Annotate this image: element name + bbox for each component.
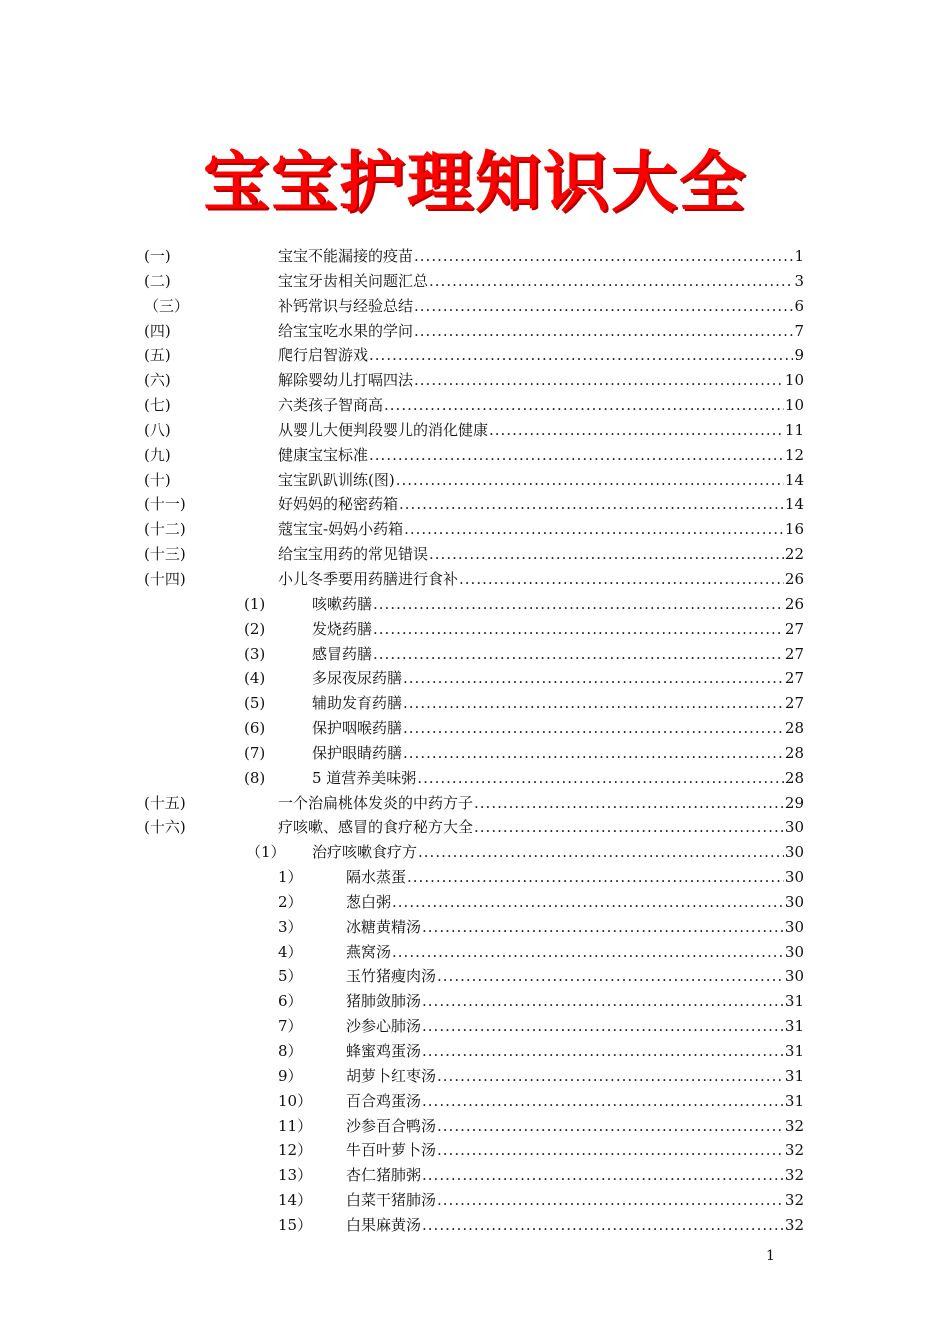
toc-entry-page: 30	[784, 818, 804, 837]
toc-entry-number: 15）	[278, 1215, 313, 1234]
dot-leader	[429, 269, 793, 294]
toc-entry-label: 治疗咳嗽食疗方	[312, 843, 418, 862]
toc-entry-number: 2）	[278, 892, 303, 911]
toc-entry-number: (八)	[144, 420, 171, 439]
toc-entry-number: 12）	[278, 1141, 313, 1160]
toc-entry[interactable]	[0, 492, 950, 517]
toc-entry-number: 1）	[278, 868, 303, 887]
toc-entry-link[interactable]	[312, 666, 804, 691]
toc-entry-link[interactable]	[346, 1089, 804, 1114]
toc-entry[interactable]	[0, 1014, 950, 1039]
toc-entry-page: 30	[784, 917, 804, 936]
toc-entry-number: (九)	[144, 445, 171, 464]
toc-entry-link[interactable]	[278, 468, 804, 493]
toc-entry-number: (二)	[144, 271, 171, 290]
toc-entry-label: 发烧药膳	[312, 619, 373, 638]
toc-entry[interactable]	[0, 443, 950, 468]
toc-entry-link[interactable]	[278, 368, 804, 393]
dot-leader	[422, 1014, 784, 1039]
toc-entry[interactable]	[0, 1114, 950, 1139]
toc-entry-label: 猪肺敛肺汤	[346, 992, 422, 1011]
toc-entry-page: 29	[784, 793, 804, 812]
toc-entry[interactable]	[0, 865, 950, 890]
toc-entry-label: 燕窝汤	[346, 942, 392, 961]
toc-entry-link[interactable]	[346, 915, 804, 940]
toc-entry-number: 14）	[278, 1191, 313, 1210]
toc-entry-number: (2)	[244, 619, 266, 638]
toc-entry-label: 胡萝卜红枣汤	[346, 1066, 437, 1085]
toc-entry-link[interactable]	[278, 542, 804, 567]
toc-entry-number: 3）	[278, 917, 303, 936]
toc-entry[interactable]	[0, 319, 950, 344]
toc-entry-number: 11）	[278, 1116, 313, 1135]
toc-entry-label: 沙参百合鸭汤	[346, 1116, 437, 1135]
toc-entry-page: 31	[784, 1042, 804, 1060]
toc-entry[interactable]	[0, 269, 950, 294]
toc-entry[interactable]	[0, 343, 950, 368]
toc-entry[interactable]	[0, 766, 950, 791]
toc-entry-label: 咳嗽药膳	[312, 594, 373, 613]
toc-entry-label: 白果麻黄汤	[346, 1215, 422, 1234]
dot-leader	[474, 791, 784, 816]
toc-entry-number: (五)	[144, 346, 171, 365]
toc-entry-number: (6)	[244, 719, 266, 738]
toc-entry-link[interactable]	[278, 393, 804, 418]
dot-leader	[437, 1064, 784, 1089]
dot-leader	[437, 1188, 784, 1213]
toc-entry-number: (六)	[144, 371, 171, 390]
toc-entry-page: 30	[784, 942, 804, 961]
toc-entry-page: 12	[784, 445, 804, 464]
toc-entry[interactable]	[0, 1064, 950, 1089]
toc-entry[interactable]	[0, 517, 950, 542]
toc-entry[interactable]	[0, 964, 950, 989]
toc-entry-page: 31	[784, 992, 804, 1011]
toc-entry-number: (3)	[244, 644, 266, 663]
toc-entry-number: （三）	[144, 296, 190, 315]
dot-leader	[422, 1039, 784, 1064]
toc-entry-page: 32	[784, 1215, 804, 1234]
dot-leader	[422, 989, 784, 1014]
toc-entry-page: 31	[784, 1066, 804, 1085]
toc-entry-label: 沙参心肺汤	[346, 1017, 422, 1036]
toc-entry-page: 9	[794, 346, 804, 365]
toc-entry-link[interactable]	[312, 766, 804, 791]
toc-entry-label: 感冒药膳	[312, 644, 373, 663]
toc-entry-number: (十五)	[144, 793, 186, 812]
toc-entry-link[interactable]	[278, 244, 804, 269]
toc-entry-label: 葱白粥	[346, 892, 392, 911]
document-title: 宝宝护理知识大全	[203, 144, 747, 221]
toc-entry-page: 32	[784, 1116, 804, 1135]
toc-entry[interactable]	[0, 840, 950, 865]
dot-leader	[422, 915, 784, 940]
toc-entry[interactable]	[0, 1039, 950, 1064]
toc-entry-link[interactable]	[346, 865, 804, 890]
toc-entry[interactable]	[0, 368, 950, 393]
toc-entry-link[interactable]	[346, 1188, 804, 1213]
dot-leader	[429, 542, 784, 567]
toc-entry-number: (4)	[244, 669, 266, 688]
dot-leader	[407, 865, 784, 890]
toc-entry-label: 牛百叶萝卜汤	[346, 1141, 437, 1160]
toc-entry-number: (5)	[244, 694, 266, 713]
toc-entry-link[interactable]	[346, 989, 804, 1014]
toc-entry-number: (十六)	[144, 818, 186, 837]
dot-leader	[414, 294, 793, 319]
toc-entry-link[interactable]	[278, 294, 804, 319]
toc-entry-number: (十)	[144, 470, 171, 489]
dot-leader	[418, 840, 784, 865]
toc-entry-page: 26	[784, 594, 804, 613]
toc-entry-number: (十一)	[144, 495, 186, 514]
toc-entry-page: 32	[784, 1191, 804, 1210]
toc-entry-link[interactable]	[312, 642, 804, 667]
toc-entry-link[interactable]	[312, 592, 804, 617]
toc-entry-link[interactable]	[346, 1114, 804, 1139]
dot-leader	[392, 940, 784, 965]
toc-entry-page: 26	[784, 569, 804, 588]
toc-entry-label: 解除婴幼儿打嗝四法	[278, 371, 414, 390]
toc-entry-link[interactable]	[278, 517, 804, 542]
dot-leader	[422, 1213, 784, 1238]
toc-entry[interactable]	[0, 940, 950, 965]
toc-entry-link[interactable]	[346, 1138, 804, 1163]
toc-entry-number: (1)	[244, 594, 266, 613]
toc-entry[interactable]	[0, 567, 950, 592]
toc-entry[interactable]	[0, 1188, 950, 1213]
toc-entry-label: 宝宝牙齿相关问题汇总	[278, 271, 429, 290]
toc-entry-label: 补钙常识与经验总结	[278, 296, 414, 315]
toc-entry-label: 好妈妈的秘密药箱	[278, 495, 399, 514]
toc-entry-page: 27	[784, 644, 804, 663]
dot-leader	[403, 716, 784, 741]
page-number: 1	[766, 1248, 775, 1264]
toc-entry-page: 27	[784, 694, 804, 713]
toc-entry-label: 健康宝宝标准	[278, 445, 369, 464]
dot-leader	[396, 468, 784, 493]
toc-entry-number: 7）	[278, 1017, 303, 1036]
toc-entry-label: 一个治扁桃体发炎的中药方子	[278, 793, 474, 812]
toc-entry-label: 冰糖黄精汤	[346, 917, 422, 936]
toc-entry-link[interactable]	[346, 1163, 804, 1188]
dot-leader	[403, 691, 784, 716]
toc-entry-label: 蔻宝宝-妈妈小药箱	[278, 520, 404, 539]
dot-leader	[417, 766, 784, 791]
dot-leader	[414, 368, 784, 393]
toc-entry-label: 宝宝趴趴训练(图)	[278, 470, 395, 489]
toc-entry-page: 30	[784, 868, 804, 887]
dot-leader	[489, 418, 784, 443]
toc-entry-number: 13）	[278, 1166, 313, 1185]
toc-entry[interactable]	[0, 393, 950, 418]
toc-entry[interactable]	[0, 1213, 950, 1238]
toc-entry-link[interactable]	[278, 343, 804, 368]
toc-entry-label: 百合鸡蛋汤	[346, 1091, 422, 1110]
toc-entry[interactable]	[0, 592, 950, 617]
toc-entry-link[interactable]	[312, 691, 804, 716]
dot-leader	[369, 343, 793, 368]
toc-entry-number: (十四)	[144, 569, 186, 588]
table-of-contents	[0, 244, 950, 1238]
toc-entry-page: 3	[794, 271, 804, 290]
dot-leader	[399, 492, 784, 517]
toc-entry-page: 22	[784, 545, 804, 564]
toc-entry-label: 宝宝不能漏接的疫苗	[278, 247, 414, 265]
toc-entry-link[interactable]	[278, 443, 804, 468]
toc-entry-label: 爬行启智游戏	[278, 346, 369, 365]
toc-entry-label: 玉竹猪瘦肉汤	[346, 967, 437, 986]
toc-entry-page: 28	[784, 719, 804, 738]
toc-entry-number: (四)	[144, 321, 171, 340]
toc-entry-link[interactable]	[312, 716, 804, 741]
toc-entry-page: 14	[784, 470, 804, 489]
toc-entry-label: 蜂蜜鸡蛋汤	[346, 1042, 422, 1060]
dot-leader	[403, 741, 784, 766]
toc-entry-link[interactable]	[278, 418, 804, 443]
dot-leader	[404, 517, 784, 542]
toc-entry-number: （1）	[246, 843, 286, 862]
toc-entry-label: 多尿夜尿药膳	[312, 669, 403, 688]
dot-leader	[437, 1138, 784, 1163]
toc-entry-link[interactable]	[312, 617, 804, 642]
toc-entry[interactable]	[0, 617, 950, 642]
toc-entry-label: 保护眼睛药膳	[312, 743, 403, 762]
toc-entry[interactable]	[0, 691, 950, 716]
dot-leader	[422, 1089, 784, 1114]
dot-leader	[392, 890, 784, 915]
toc-entry[interactable]	[0, 791, 950, 816]
toc-entry-page: 6	[794, 296, 804, 315]
dot-leader	[373, 642, 784, 667]
toc-entry-link[interactable]	[346, 890, 804, 915]
dot-leader	[459, 567, 784, 592]
toc-entry-page: 16	[784, 520, 804, 539]
toc-entry-label: 保护咽喉药膳	[312, 719, 403, 738]
toc-entry-link[interactable]	[346, 1213, 804, 1238]
toc-entry-link[interactable]	[278, 815, 804, 840]
toc-entry-number: 4）	[278, 942, 303, 961]
toc-entry[interactable]	[0, 666, 950, 691]
toc-entry-page: 28	[784, 768, 804, 787]
toc-entry[interactable]	[0, 1163, 950, 1188]
dot-leader	[474, 815, 784, 840]
toc-entry-page: 10	[784, 396, 804, 415]
toc-entry-page: 32	[784, 1166, 804, 1185]
toc-entry[interactable]	[0, 468, 950, 493]
toc-entry-number: 9）	[278, 1066, 303, 1085]
toc-entry-page: 30	[784, 843, 804, 862]
dot-leader	[369, 443, 784, 468]
toc-entry-label: 白菜干猪肺汤	[346, 1191, 437, 1210]
toc-entry-page: 32	[784, 1141, 804, 1160]
toc-entry-page: 27	[784, 619, 804, 638]
toc-entry-label: 六类孩子智商高	[278, 396, 384, 415]
toc-entry-number: 8）	[278, 1042, 303, 1060]
toc-entry-page: 30	[784, 892, 804, 911]
toc-entry[interactable]	[0, 642, 950, 667]
toc-entry-page: 30	[784, 967, 804, 986]
toc-entry-number: (7)	[244, 743, 266, 762]
dot-leader	[373, 592, 784, 617]
toc-entry[interactable]	[0, 815, 950, 840]
toc-entry-number: (七)	[144, 396, 171, 415]
toc-entry-page: 10	[784, 371, 804, 390]
toc-entry-link[interactable]	[312, 840, 804, 865]
toc-entry-number: (十三)	[144, 545, 186, 564]
dot-leader	[437, 964, 784, 989]
toc-entry-number: (十二)	[144, 520, 186, 539]
toc-entry-number: 5）	[278, 967, 303, 986]
toc-entry-link[interactable]	[278, 492, 804, 517]
toc-entry-label: 5 道营养美味粥	[312, 768, 417, 787]
toc-entry-number: (8)	[244, 768, 266, 787]
toc-entry[interactable]	[0, 294, 950, 319]
dot-leader	[373, 617, 784, 642]
toc-entry[interactable]	[0, 1089, 950, 1114]
toc-entry[interactable]	[0, 244, 950, 269]
dot-leader	[384, 393, 784, 418]
dot-leader	[422, 1163, 784, 1188]
toc-entry[interactable]	[0, 1138, 950, 1163]
toc-entry-label: 小儿冬季要用药膳进行食补	[278, 569, 459, 588]
toc-entry-label: 隔水蒸蛋	[346, 868, 407, 887]
toc-entry-link[interactable]	[346, 940, 804, 965]
toc-entry-number: 6）	[278, 992, 303, 1011]
toc-entry[interactable]	[0, 716, 950, 741]
toc-entry-link[interactable]	[278, 269, 804, 294]
toc-entry-page: 31	[784, 1091, 804, 1110]
toc-entry-link[interactable]	[312, 741, 804, 766]
toc-entry[interactable]	[0, 915, 950, 940]
toc-entry-page: 11	[784, 420, 804, 439]
toc-entry[interactable]	[0, 542, 950, 567]
toc-entry-label: 给宝宝吃水果的学问	[278, 321, 414, 340]
toc-entry-link[interactable]	[346, 1014, 804, 1039]
toc-entry-label: 疗咳嗽、感冒的食疗秘方大全	[278, 818, 474, 837]
toc-entry-link[interactable]	[278, 791, 804, 816]
toc-entry-page: 28	[784, 743, 804, 762]
dot-leader	[403, 666, 784, 691]
toc-entry-link[interactable]	[278, 319, 804, 344]
toc-entry-link[interactable]	[346, 1039, 804, 1064]
toc-entry-page: 27	[784, 669, 804, 688]
toc-entry-page: 14	[784, 495, 804, 514]
dot-leader	[414, 244, 793, 269]
dot-leader	[414, 319, 793, 344]
toc-entry-page: 7	[794, 321, 804, 340]
toc-entry-link[interactable]	[346, 1064, 804, 1089]
toc-entry-link[interactable]	[346, 964, 804, 989]
toc-entry-label: 辅助发育药膳	[312, 694, 403, 713]
toc-entry-label: 从婴儿大便判段婴儿的消化健康	[278, 420, 489, 439]
toc-entry-link[interactable]	[278, 567, 804, 592]
toc-entry-page: 31	[784, 1017, 804, 1036]
toc-entry-number: 10）	[278, 1091, 313, 1110]
toc-entry-page: 1	[794, 247, 804, 265]
toc-entry-label: 杏仁猪肺粥	[346, 1166, 422, 1185]
dot-leader	[437, 1114, 784, 1139]
toc-entry-label: 给宝宝用药的常见错误	[278, 545, 429, 564]
toc-entry[interactable]	[0, 418, 950, 443]
toc-entry[interactable]	[0, 890, 950, 915]
toc-entry[interactable]	[0, 989, 950, 1014]
toc-entry-number: (一)	[144, 247, 171, 265]
toc-entry[interactable]	[0, 741, 950, 766]
